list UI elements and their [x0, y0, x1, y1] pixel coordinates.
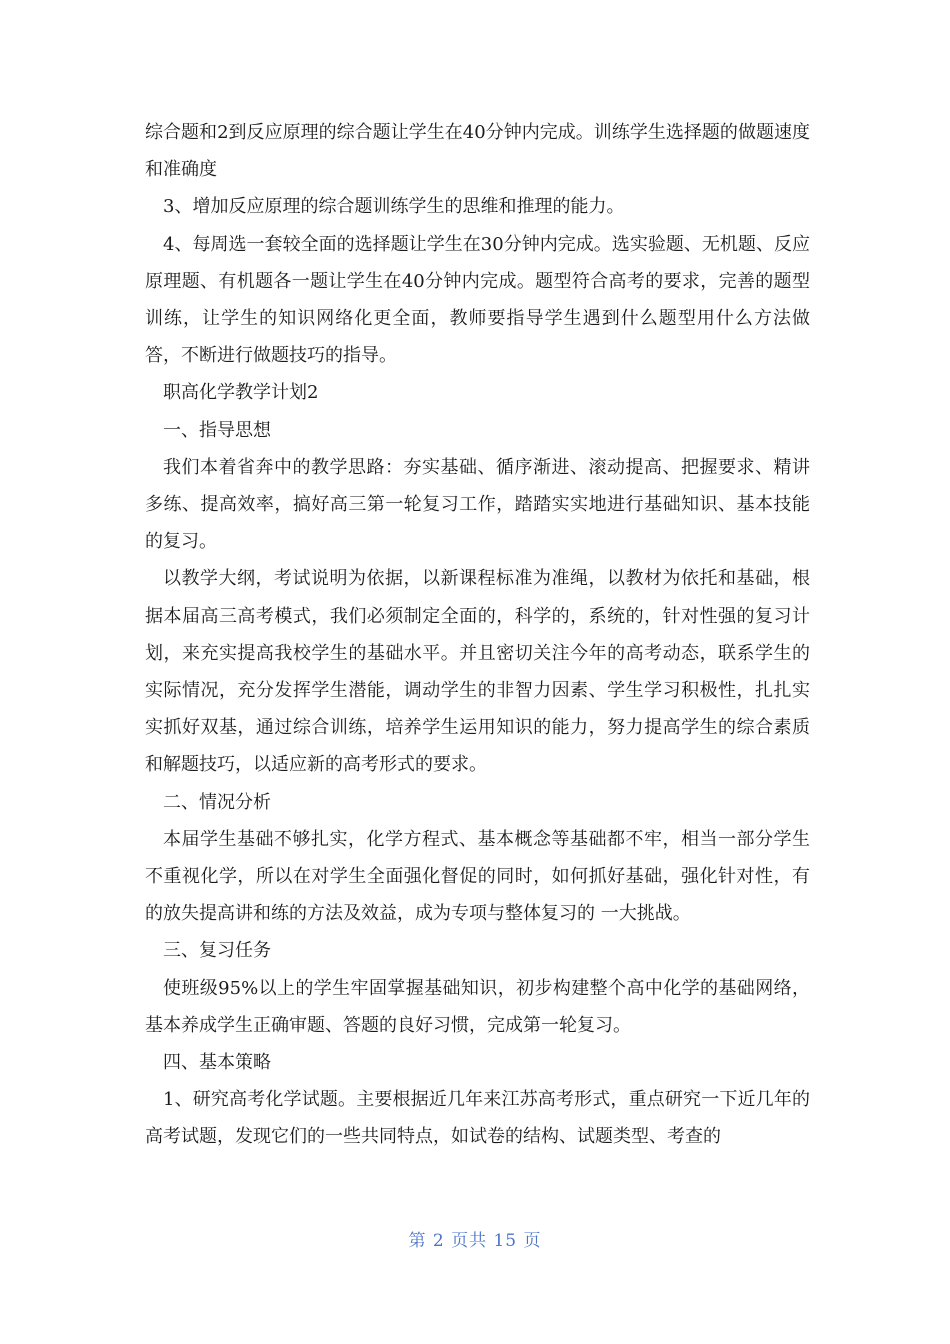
paragraph: 本届学生基础不够扎实，化学方程式、基本概念等基础都不牢，相当一部分学生不重视化学，所以在对学生全面强化督促的同时，如何抓好基础，强化针对性，有的放失提高讲和练的方法及效益，成为专项与整体复习的 一大挑战。 — [145, 828, 810, 925]
section-title: 职高化学教学计划2 — [163, 382, 319, 404]
paragraph: 以教学大纲，考试说明为依据，以新课程标准为准绳，以教材为依托和基础，根据本届高三高考模式，我们必须制定全面的，科学的，系统的，针对性强的复习计划，来充实提高我校学生的基础水平。并且密切关注今年的高考动态，联系学生的实际情况，充分发挥学生潜能，调动学生的非智力因素、学生学习积极性，扎扎实实抓好双基，通过综合训练，培养学生运用知识的能力，努力提高学生的综合素质和解题技巧，以适应新的高考形式的要求。 — [145, 568, 810, 776]
paragraph: 1、研究高考化学试题。主要根据近几年来江苏高考形式，重点研究一下近几年的高考试题，发现它们的一些共同特点，如试卷的结构、试题类型、考查的 — [145, 1089, 810, 1148]
section-heading: 三、复习任务 — [163, 940, 271, 962]
section-heading: 四、基本策略 — [163, 1052, 271, 1074]
paragraph: 综合题和2到反应原理的综合题让学生在40分钟内完成。训练学生选择题的做题速度和准确度 — [145, 122, 810, 181]
section-heading: 一、指导思想 — [163, 419, 271, 441]
section-heading: 二、情况分析 — [163, 791, 271, 813]
paragraph: 3、增加反应原理的综合题训练学生的思维和推理的能力。 — [163, 196, 625, 218]
paragraph: 4、每周选一套较全面的选择题让学生在30分钟内完成。选实验题、无机题、反应原理题、有机题各一题让学生在40分钟内完成。题型符合高考的要求，完善的题型训练，让学生的知识网络化更全面，教师要指导学生遇到什么题型用什么方法做答，不断进行做题技巧的指导。 — [145, 233, 810, 367]
page-number-footer: 第 2 页共 15 页 — [408, 1231, 542, 1251]
paragraph: 我们本着省奔中的教学思路：夯实基础、循序渐进、滚动提高、把握要求、精讲多练、提高效率，搞好高三第一轮复习工作，踏踏实实地进行基础知识、基本技能的复习。 — [145, 456, 810, 553]
document-body — [145, 114, 810, 1156]
paragraph: 使班级95%以上的学生牢固掌握基础知识，初步构建整个高中化学的基础网络，基本养成学生正确审题、答题的良好习惯，完成第一轮复习。 — [145, 977, 810, 1036]
